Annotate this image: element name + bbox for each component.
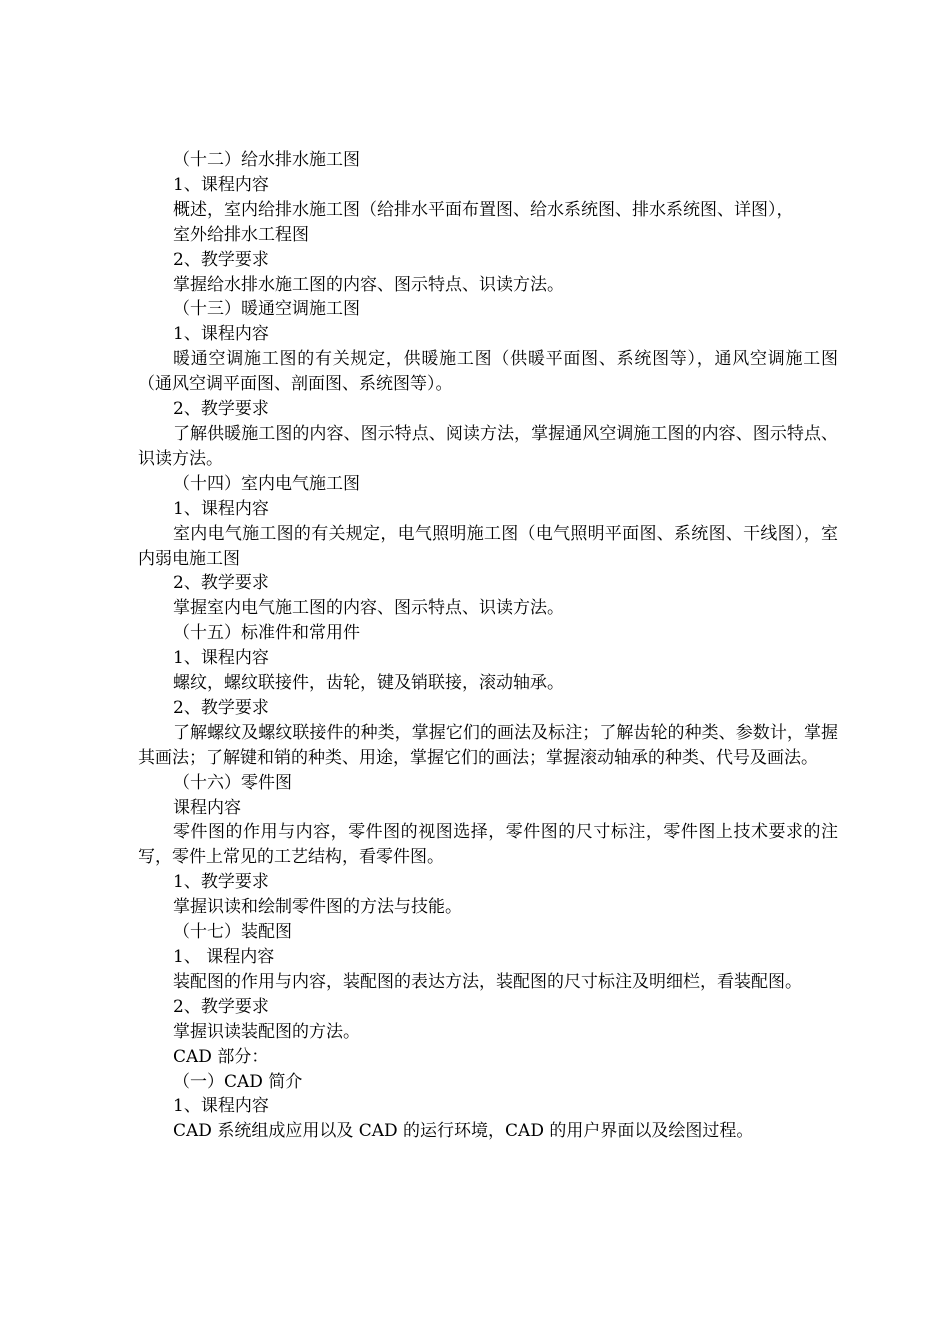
document-paragraph: 螺纹，螺纹联接件，齿轮，键及销联接，滚动轴承。 xyxy=(173,673,564,694)
document-paragraph: （十七）装配图 xyxy=(173,922,292,943)
document-paragraph: 装配图的作用与内容，装配图的表达方法，装配图的尺寸标注及明细栏，看装配图。 xyxy=(173,971,802,992)
document-paragraph: （十六）零件图 xyxy=(173,772,292,793)
document-paragraph: CAD 系统组成应用以及 CAD 的运行环境，CAD 的用户界面以及绘图过程。 xyxy=(173,1121,754,1142)
document-paragraph: 室外给排水工程图 xyxy=(173,224,309,245)
document-body xyxy=(138,148,838,1144)
document-paragraph: （十二）给水排水施工图 xyxy=(173,150,360,170)
document-paragraph: （十三）暖通空调施工图 xyxy=(173,299,360,320)
document-paragraph: 暖通空调施工图的有关规定，供暖施工图（供暖平面图、系统图等），通风空调施工图（通风空调平面图、剖面图、系统图等）。 xyxy=(138,349,838,395)
document-paragraph: 1、课程内容 xyxy=(173,648,269,669)
document-paragraph: 1、课程内容 xyxy=(173,174,269,195)
document-paragraph: 2、教学要求 xyxy=(173,573,269,594)
document-paragraph: （十四）室内电气施工图 xyxy=(173,473,360,494)
document-paragraph: 1、 课程内容 xyxy=(173,947,275,967)
document-paragraph: 2、教学要求 xyxy=(173,399,269,420)
document-paragraph: 了解供暖施工图的内容、图示特点、阅读方法，掌握通风空调施工图的内容、图示特点、识读方法。 xyxy=(138,423,838,469)
document-paragraph: 2、教学要求 xyxy=(173,249,269,270)
document-paragraph: 1、课程内容 xyxy=(173,498,269,519)
document-paragraph: 零件图的作用与内容，零件图的视图选择，零件图的尺寸标注，零件图上技术要求的注写，零件上常见的工艺结构，看零件图。 xyxy=(138,822,838,868)
document-paragraph: 概述，室内给排水施工图（给排水平面布置图、给水系统图、排水系统图、详图）， xyxy=(173,199,794,220)
document-paragraph: 掌握室内电气施工图的内容、图示特点、识读方法。 xyxy=(173,598,564,619)
document-paragraph: 2、教学要求 xyxy=(173,697,269,718)
document-paragraph: 课程内容 xyxy=(173,797,241,818)
document-paragraph: 了解螺纹及螺纹联接件的种类，掌握它们的画法及标注；了解齿轮的种类、参数计，掌握其画法；了解键和销的种类、用途，掌握它们的画法；掌握滚动轴承的种类、代号及画法。 xyxy=(138,722,838,768)
document-paragraph: 掌握识读装配图的方法。 xyxy=(173,1021,360,1042)
document-paragraph: 室内电气施工图的有关规定，电气照明施工图（电气照明平面图、系统图、干线图），室内弱电施工图 xyxy=(138,523,838,569)
document-paragraph: CAD 部分： xyxy=(173,1046,269,1067)
document-paragraph: 掌握给水排水施工图的内容、图示特点、识读方法。 xyxy=(173,274,564,295)
document-paragraph: 2、教学要求 xyxy=(173,996,269,1017)
document-paragraph: （十五）标准件和常用件 xyxy=(173,623,360,644)
document-paragraph: 掌握识读和绘制零件图的方法与技能。 xyxy=(173,897,462,918)
document-paragraph: 1、课程内容 xyxy=(173,1096,269,1117)
document-paragraph: （一）CAD 简介 xyxy=(173,1071,303,1092)
document-paragraph: 1、课程内容 xyxy=(173,324,269,345)
document-paragraph: 1、教学要求 xyxy=(173,872,269,893)
